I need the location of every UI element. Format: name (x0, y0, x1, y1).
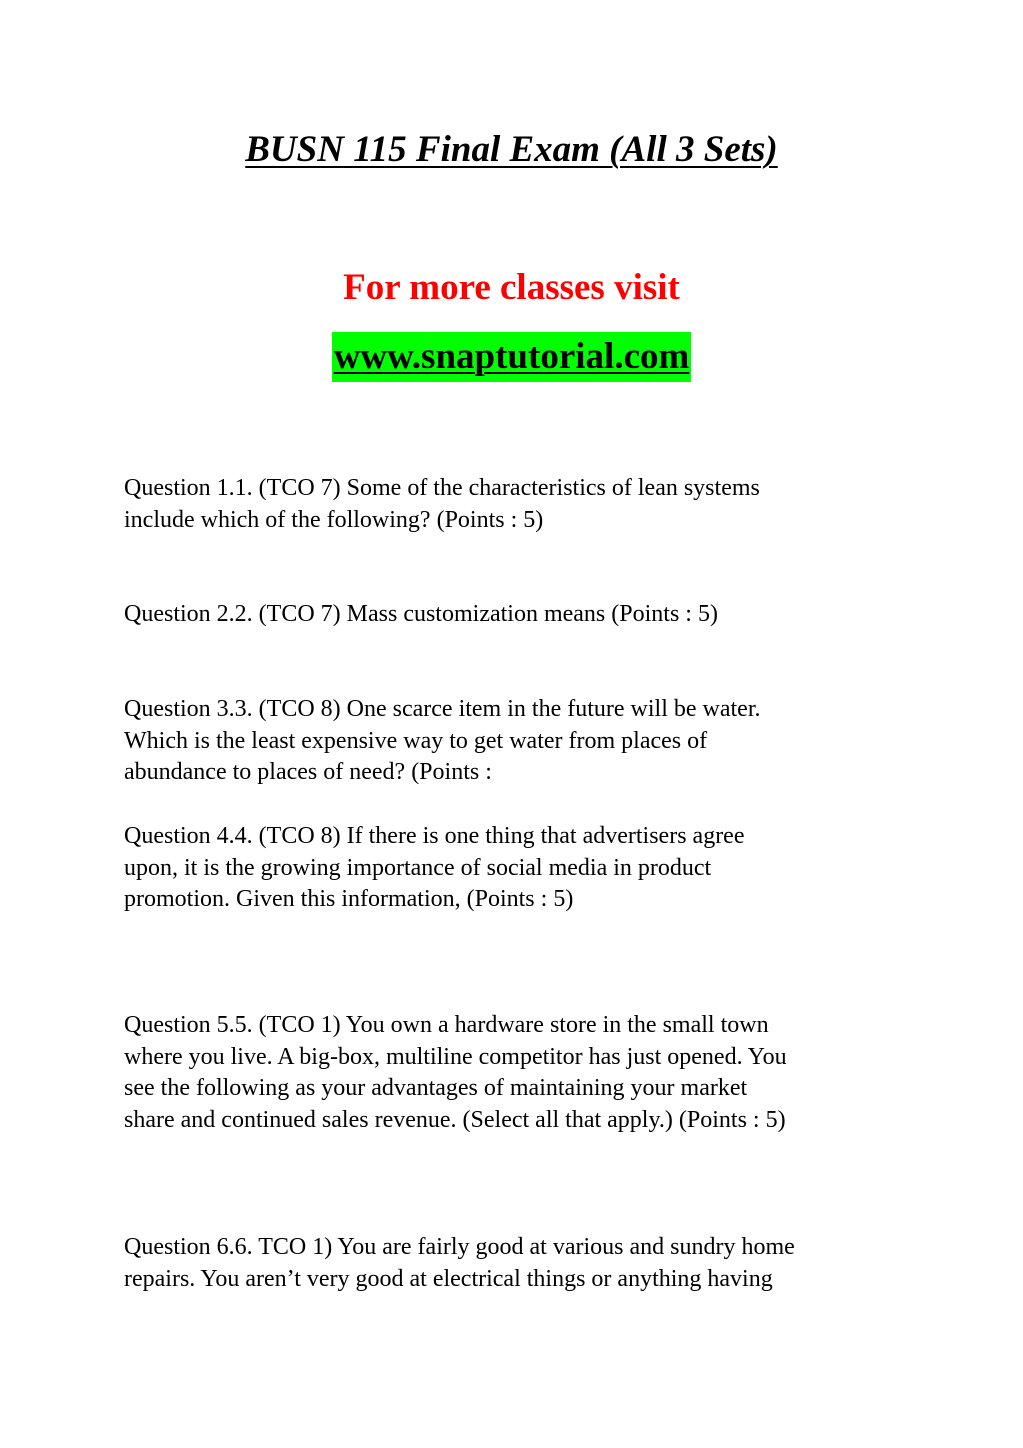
document-title (0, 124, 1023, 176)
question-4: Question 4.4. (TCO 8) If there is one thing that advertisers agree upon, it is the growing importance of social media in product promotion. Given this information, (Points : 5) (124, 823, 745, 912)
question-2: Question 2.2. (TCO 7) Mass customization means (Points : 5) (124, 601, 718, 627)
document-title-text: BUSN 115 Final Exam (All 3 Sets) (245, 129, 778, 170)
question-6: Question 6.6. TCO 1) You are fairly good at various and sundry home repairs. You aren’t very good at electrical things or anything having (124, 1234, 795, 1292)
question-3: Question 3.3. (TCO 8) One scarce item in the future will be water. Which is the least expensive way to get water from places of abundance to places of need? (Points : (124, 696, 761, 785)
website-link[interactable]: www.snaptutorial.com (332, 332, 692, 382)
link-container (0, 332, 1023, 382)
question-1: Question 1.1. (TCO 7) Some of the characteristics of lean systems include which of the following? (Points : 5) (124, 475, 760, 533)
question-5: Question 5.5. (TCO 1) You own a hardware store in the small town where you live. A big-box, multiline competitor has just opened. You see the following as your advantages of maintaining your market share and continued sales revenue. (Select all that apply.) (Points : 5) (124, 1012, 787, 1133)
promo-text: For more classes visit (343, 267, 680, 308)
